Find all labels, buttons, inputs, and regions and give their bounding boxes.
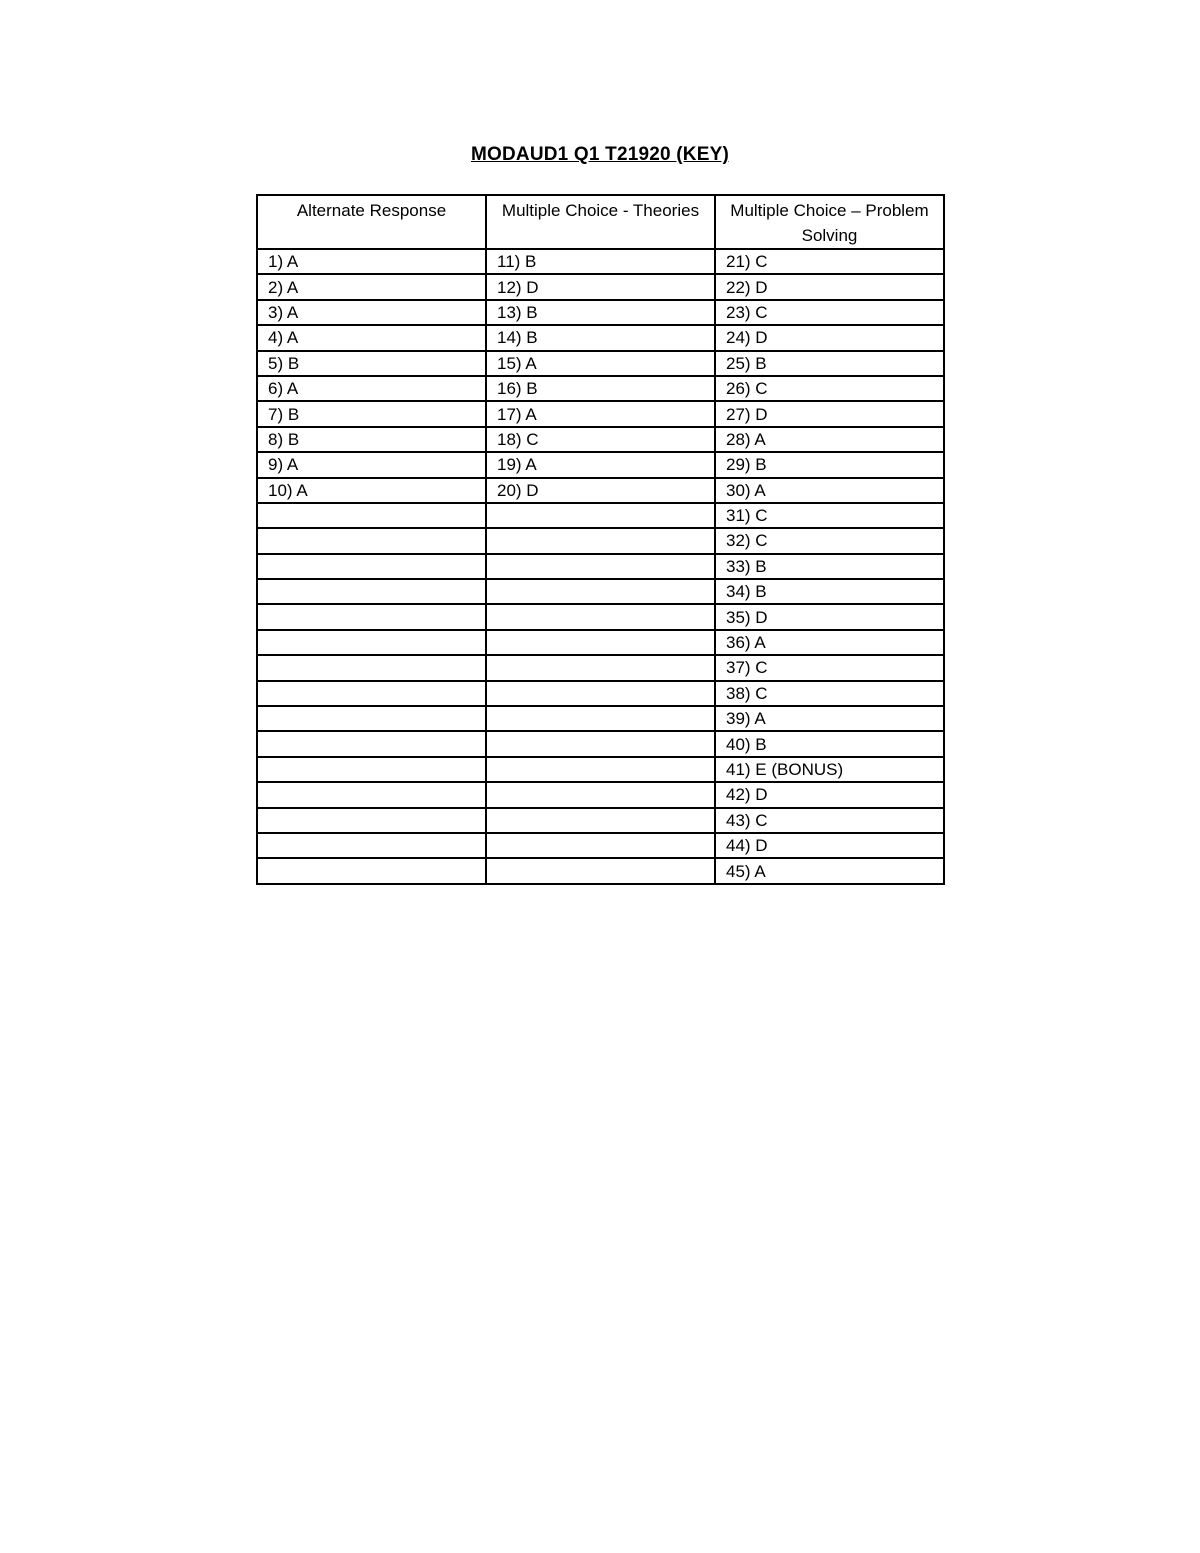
mc-problem-solving-cell: 21) C (715, 249, 944, 274)
table-row (257, 249, 944, 274)
mc-theories-cell (486, 808, 715, 833)
mc-problem-solving-cell: 26) C (715, 376, 944, 401)
table-row (257, 706, 944, 731)
mc-theories-cell (486, 757, 715, 782)
mc-problem-solving-cell: 23) C (715, 300, 944, 325)
mc-problem-solving-cell: 38) C (715, 681, 944, 706)
page-title: MODAUD1 Q1 T21920 (KEY) (470, 144, 729, 165)
mc-theories-cell (486, 706, 715, 731)
mc-problem-solving-cell: 28) A (715, 427, 944, 452)
answer-key-table (256, 194, 945, 885)
table-row (257, 579, 944, 604)
mc-theories-cell: 14) B (486, 325, 715, 350)
mc-theories-cell: 16) B (486, 376, 715, 401)
mc-theories-cell: 11) B (486, 249, 715, 274)
mc-theories-cell (486, 655, 715, 680)
table-header-row (257, 195, 944, 249)
mc-problem-solving-cell: 45) A (715, 858, 944, 883)
table-row (257, 757, 944, 782)
alternate-response-cell: 10) A (257, 478, 486, 503)
table-row (257, 858, 944, 883)
alternate-response-cell: 5) B (257, 351, 486, 376)
mc-theories-cell (486, 579, 715, 604)
header-alternate-response: Alternate Response (257, 195, 486, 249)
mc-problem-solving-cell: 27) D (715, 401, 944, 426)
mc-problem-solving-cell: 37) C (715, 655, 944, 680)
mc-theories-cell (486, 630, 715, 655)
table-row (257, 630, 944, 655)
table-row (257, 681, 944, 706)
mc-theories-cell: 13) B (486, 300, 715, 325)
alternate-response-cell (257, 782, 486, 807)
table-row (257, 503, 944, 528)
mc-problem-solving-cell: 32) C (715, 528, 944, 553)
alternate-response-cell (257, 604, 486, 629)
mc-theories-cell (486, 833, 715, 858)
alternate-response-cell (257, 731, 486, 756)
mc-theories-cell: 19) A (486, 452, 715, 477)
table-row (257, 833, 944, 858)
table-row (257, 478, 944, 503)
header-mc-problem-solving: Multiple Choice – Problem Solving (715, 195, 944, 249)
alternate-response-cell (257, 528, 486, 553)
answer-key-body (257, 249, 944, 884)
table-row (257, 427, 944, 452)
alternate-response-cell (257, 808, 486, 833)
alternate-response-cell: 8) B (257, 427, 486, 452)
table-row (257, 325, 944, 350)
table-row (257, 554, 944, 579)
table-row (257, 782, 944, 807)
mc-problem-solving-cell: 24) D (715, 325, 944, 350)
table-row (257, 351, 944, 376)
mc-problem-solving-cell: 34) B (715, 579, 944, 604)
table-row (257, 300, 944, 325)
table-row (257, 604, 944, 629)
table-row (257, 274, 944, 299)
mc-theories-cell (486, 858, 715, 883)
alternate-response-cell (257, 655, 486, 680)
alternate-response-cell (257, 579, 486, 604)
mc-theories-cell: 20) D (486, 478, 715, 503)
mc-theories-cell (486, 528, 715, 553)
alternate-response-cell: 6) A (257, 376, 486, 401)
table-row (257, 452, 944, 477)
mc-problem-solving-cell: 36) A (715, 630, 944, 655)
table-row (257, 655, 944, 680)
header-mc-theories: Multiple Choice - Theories (486, 195, 715, 249)
mc-problem-solving-cell: 44) D (715, 833, 944, 858)
mc-problem-solving-cell: 25) B (715, 351, 944, 376)
mc-problem-solving-cell: 41) E (BONUS) (715, 757, 944, 782)
alternate-response-cell: 2) A (257, 274, 486, 299)
alternate-response-cell: 3) A (257, 300, 486, 325)
table-row (257, 376, 944, 401)
table-row (257, 401, 944, 426)
mc-problem-solving-cell: 33) B (715, 554, 944, 579)
mc-theories-cell (486, 604, 715, 629)
mc-theories-cell: 15) A (486, 351, 715, 376)
mc-problem-solving-cell: 29) B (715, 452, 944, 477)
mc-theories-cell (486, 554, 715, 579)
alternate-response-cell (257, 706, 486, 731)
mc-theories-cell: 18) C (486, 427, 715, 452)
alternate-response-cell (257, 681, 486, 706)
alternate-response-cell (257, 554, 486, 579)
alternate-response-cell (257, 858, 486, 883)
mc-problem-solving-cell: 35) D (715, 604, 944, 629)
mc-problem-solving-cell: 42) D (715, 782, 944, 807)
mc-problem-solving-cell: 30) A (715, 478, 944, 503)
mc-problem-solving-cell: 39) A (715, 706, 944, 731)
mc-theories-cell (486, 731, 715, 756)
mc-problem-solving-cell: 22) D (715, 274, 944, 299)
table-row (257, 528, 944, 553)
alternate-response-cell (257, 833, 486, 858)
alternate-response-cell: 1) A (257, 249, 486, 274)
alternate-response-cell: 7) B (257, 401, 486, 426)
mc-theories-cell (486, 503, 715, 528)
mc-theories-cell (486, 782, 715, 807)
mc-problem-solving-cell: 40) B (715, 731, 944, 756)
mc-theories-cell: 12) D (486, 274, 715, 299)
mc-problem-solving-cell: 43) C (715, 808, 944, 833)
alternate-response-cell (257, 757, 486, 782)
mc-theories-cell (486, 681, 715, 706)
alternate-response-cell: 9) A (257, 452, 486, 477)
alternate-response-cell (257, 503, 486, 528)
mc-problem-solving-cell: 31) C (715, 503, 944, 528)
table-row (257, 731, 944, 756)
alternate-response-cell: 4) A (257, 325, 486, 350)
alternate-response-cell (257, 630, 486, 655)
table-row (257, 808, 944, 833)
mc-theories-cell: 17) A (486, 401, 715, 426)
